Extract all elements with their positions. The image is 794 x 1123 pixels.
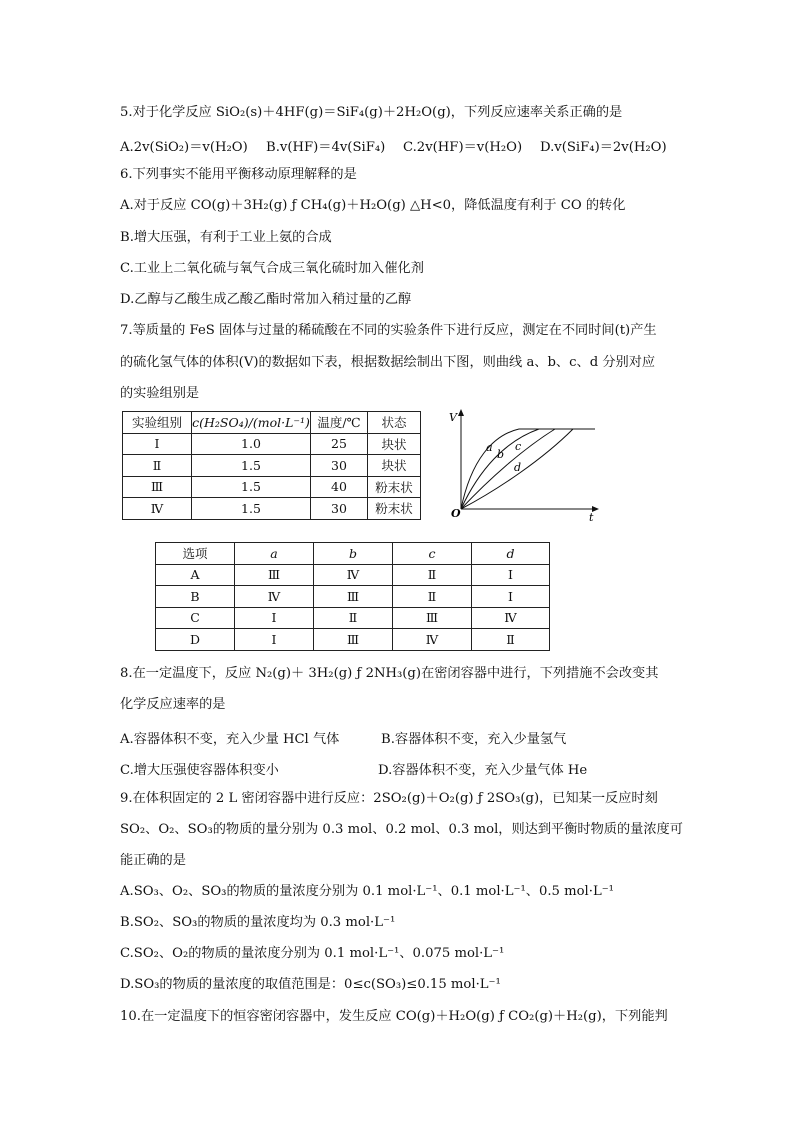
table-cell: D — [156, 629, 235, 651]
q5-option-a: A.2v(SiO₂)＝v(H₂O) — [120, 140, 248, 155]
q9-stem-line3: 能正确的是 — [120, 853, 186, 868]
experiment-table — [122, 411, 421, 520]
table-cell: C — [156, 607, 235, 629]
table-cell: 1.5 — [192, 498, 311, 520]
q10-stem-line1: 10.在一定温度下的恒容密闭容器中，发生反应 CO(g)＋H₂O(g) ƒ CO₂(g)＋H₂(g)，下列能判 — [120, 1009, 668, 1024]
table-cell: 粉末状 — [368, 476, 421, 498]
options-table — [155, 542, 550, 651]
origin-label: O — [451, 507, 461, 520]
table-cell: Ⅱ — [123, 455, 192, 477]
q7-stem-line1: 7.等质量的 FeS 固体与过量的稀硫酸在不同的实验条件下进行反应，测定在不同时间(t)产生 — [120, 323, 657, 338]
table-header: c(H₂SO₄)/(mol·L⁻¹) — [192, 412, 311, 434]
q6-option-a: A.对于反应 CO(g)＋3H₂(g) ƒ CH₄(g)＋H₂O(g) △H<0，降低温度有利于 CO 的转化 — [120, 198, 626, 213]
table-row — [123, 498, 421, 520]
table-cell: 块状 — [368, 455, 421, 477]
curve-c — [461, 429, 555, 509]
table-header: a — [235, 543, 314, 565]
table-cell: Ⅲ — [314, 629, 393, 651]
table-cell: Ⅲ — [393, 607, 472, 629]
table-cell: Ⅲ — [235, 564, 314, 586]
q7-stem-line2: 的硫化氢气体的体积(V)的数据如下表，根据数据绘制出下图，则曲线 a、b、c、d 分别对应 — [120, 355, 656, 370]
table-cell: Ⅰ — [123, 433, 192, 455]
table-header: d — [472, 543, 550, 565]
q9-stem-line2: SO₂、O₂、SO₃的物质的量分别为 0.3 mol、0.2 mol、0.3 mol，则达到平衡时物质的量浓度可 — [120, 822, 683, 837]
curve-d-label: d — [514, 461, 522, 474]
table-header: 选项 — [156, 543, 235, 565]
table-cell: Ⅰ — [472, 564, 550, 586]
table-row — [123, 455, 421, 477]
table-cell: Ⅲ — [123, 476, 192, 498]
table-cell: 1.5 — [192, 476, 311, 498]
table-row — [156, 586, 550, 608]
table-cell: Ⅱ — [393, 564, 472, 586]
x-axis-label: t — [589, 511, 594, 523]
table-cell: Ⅰ — [235, 629, 314, 651]
table-header: 实验组别 — [123, 412, 192, 434]
table-cell: 块状 — [368, 433, 421, 455]
q8-stem-line2: 化学反应速率的是 — [120, 697, 226, 712]
q9-option-b: B.SO₂、SO₃的物质的量浓度均为 0.3 mol·L⁻¹ — [120, 915, 396, 930]
table-cell: 1.5 — [192, 455, 311, 477]
y-axis-arrow — [458, 409, 464, 416]
table-cell: Ⅱ — [314, 607, 393, 629]
table-cell: Ⅱ — [472, 629, 550, 651]
table-cell: 粉末状 — [368, 498, 421, 520]
table-header-row — [156, 543, 550, 565]
table-cell: Ⅰ — [235, 607, 314, 629]
table-cell: 40 — [311, 476, 368, 498]
table-header: 状态 — [368, 412, 421, 434]
table-cell: Ⅰ — [472, 586, 550, 608]
table-row — [156, 607, 550, 629]
table-cell: 1.0 — [192, 433, 311, 455]
q9-option-a: A.SO₃、O₂、SO₃的物质的量浓度分别为 0.1 mol·L⁻¹、0.1 mol·L⁻¹、0.5 mol·L⁻¹ — [120, 884, 614, 899]
table-header: b — [314, 543, 393, 565]
q8-option-d: D.容器体积不变，充入少量气体 He — [378, 763, 588, 778]
y-axis-label: V — [449, 411, 457, 424]
q9-option-d: D.SO₃的物质的量浓度的取值范围是：0≤c(SO₃)≤0.15 mol·L⁻¹ — [120, 977, 501, 992]
q6-stem: 6.下列事实不能用平衡移动原理解释的是 — [120, 167, 357, 182]
table-cell: A — [156, 564, 235, 586]
table-cell: Ⅳ — [235, 586, 314, 608]
q8-option-b: B.容器体积不变，充入少量氢气 — [381, 732, 567, 747]
table-cell: Ⅳ — [393, 629, 472, 651]
table-header-row — [123, 412, 421, 434]
volume-time-graph — [445, 405, 605, 523]
table-row — [123, 476, 421, 498]
curve-b-label: b — [497, 448, 505, 461]
table-cell: 30 — [311, 455, 368, 477]
q6-option-b: B.增大压强，有利于工业上氨的合成 — [120, 230, 332, 245]
q8-option-c: C.增大压强使容器体积变小 — [120, 763, 279, 778]
q5-option-d: D.v(SiF₄)＝2v(H₂O) — [540, 140, 667, 155]
q6-option-d: D.乙醇与乙酸生成乙酸乙酯时常加入稍过量的乙醇 — [120, 292, 412, 307]
q6-option-c: C.工业上二氧化硫与氧气合成三氧化硫时加入催化剂 — [120, 261, 424, 276]
table-row — [156, 564, 550, 586]
table-cell: Ⅳ — [314, 564, 393, 586]
q9-stem-line1: 9.在体积固定的 2 L 密闭容器中进行反应：2SO₂(g)＋O₂(g) ƒ 2SO₃(g)，已知某一反应时刻 — [120, 791, 658, 806]
q8-stem-line1: 8.在一定温度下，反应 N₂(g)＋ 3H₂(g) ƒ 2NH₃(g)在密闭容器中进行，下列措施不会改变其 — [120, 666, 659, 681]
table-cell: Ⅲ — [314, 586, 393, 608]
table-header: 温度/℃ — [311, 412, 368, 434]
table-cell: 25 — [311, 433, 368, 455]
q5-option-c: C.2v(HF)＝v(H₂O) — [403, 140, 523, 155]
q8-option-a: A.容器体积不变，充入少量 HCl 气体 — [120, 732, 340, 747]
q9-option-c: C.SO₂、O₂的物质的量浓度分别为 0.1 mol·L⁻¹、0.075 mol·L⁻¹ — [120, 946, 505, 961]
table-row — [156, 629, 550, 651]
curve-c-label: c — [515, 440, 522, 453]
table-cell: 30 — [311, 498, 368, 520]
q5-option-b: B.v(HF)＝4v(SiF₄) — [266, 140, 386, 155]
q7-stem-line3: 的实验组别是 — [120, 386, 200, 401]
table-header: c — [393, 543, 472, 565]
table-cell: Ⅱ — [393, 586, 472, 608]
curve-a-label: a — [486, 441, 493, 454]
table-cell: B — [156, 586, 235, 608]
table-cell: Ⅳ — [472, 607, 550, 629]
q5-stem: 5.对于化学反应 SiO₂(s)＋4HF(g)＝SiF₄(g)＋2H₂O(g)，下列反应速率关系正确的是 — [120, 105, 623, 120]
table-row — [123, 433, 421, 455]
table-cell: Ⅳ — [123, 498, 192, 520]
